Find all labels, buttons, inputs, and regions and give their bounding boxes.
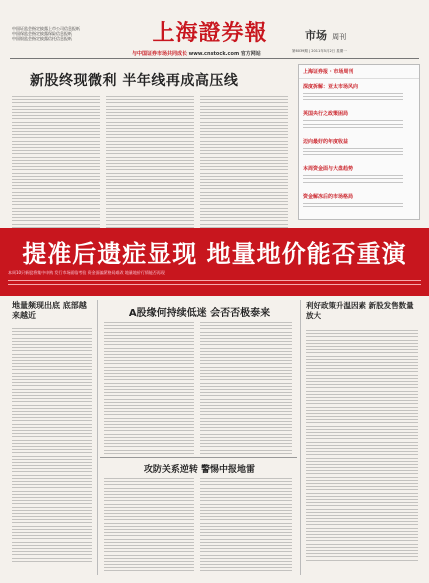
column-rule: [300, 300, 301, 575]
article-column: [106, 96, 194, 233]
panel-item[interactable]: [303, 110, 415, 127]
certification-list: [12, 26, 122, 41]
panel-item-title: 深度拆解：亚太市场风向: [303, 84, 359, 90]
banner: [0, 228, 429, 296]
main-headline: [30, 70, 280, 90]
headline-text: A股缘何持续低迷 会否否极泰来: [128, 308, 271, 319]
article-column: [306, 330, 418, 563]
panel-item-title: 迈向最好的年度收益: [303, 138, 349, 145]
article-column: [12, 328, 92, 564]
panel-item-title: 资金解冻后的市场格局: [303, 193, 354, 200]
section-title: 市场: [305, 29, 327, 42]
section-subtitle: 周刊: [332, 33, 347, 41]
panel-item[interactable]: [303, 138, 415, 155]
headline-text: 攻防关系逆转 警惕中报地雷: [143, 465, 256, 475]
bottom-headline: [102, 462, 297, 475]
cert-line: 中国保监会指定披露保险信息报纸: [12, 31, 72, 36]
panel-item[interactable]: [303, 193, 415, 207]
article-column: [200, 96, 288, 233]
cert-line: 中国证监会指定披露上市公司信息报纸: [12, 26, 80, 31]
article-column: [200, 478, 292, 574]
masthead-tagline: [132, 51, 282, 57]
panel-item-title: 英国央行之政策困局: [303, 111, 349, 118]
right-lower-headline: [306, 301, 418, 321]
panel-title: 上海证券报 · 市场周刊: [299, 65, 419, 79]
article-column: [104, 322, 194, 456]
issue-info: 第6039期 | 2011年5月2日 星期一: [292, 49, 347, 53]
article-column: [12, 96, 100, 233]
headline-text: 地量频现出底 底部越来越近: [12, 301, 87, 320]
center-headline: [102, 304, 297, 319]
panel-item[interactable]: [303, 83, 415, 100]
panel-item-title: 本周资金面与大盘趋势: [303, 166, 354, 173]
website-text[interactable]: www.cnstock.com: [188, 51, 240, 57]
section-divider: [100, 457, 297, 458]
masthead-logo: [150, 20, 270, 48]
article-column: [200, 322, 292, 456]
logo-text: 上海證券報: [152, 20, 268, 46]
article-column: [104, 478, 194, 574]
cert-line: 中国银监会指定披露信托信息报纸: [12, 36, 72, 41]
index-panel: [298, 64, 420, 220]
lower-left-headline: [12, 301, 92, 321]
panel-item[interactable]: [303, 165, 415, 182]
masthead-divider: [10, 58, 419, 59]
section-header: [305, 24, 415, 48]
headline-text: 利好政策升温因素 新股发售数量放大: [306, 301, 414, 320]
panel-list: [299, 79, 419, 213]
slogan-text: 与中国证券市场共同成长: [132, 51, 188, 57]
column-rule: [97, 300, 98, 575]
headline-text: 新股终现微利 半年线再成高压线: [30, 73, 239, 89]
banner-headline: 提准后遗症显现 地量地价能否重演: [22, 240, 407, 268]
website-suffix: 官方网站: [240, 51, 261, 57]
banner-subline: 本周10只新股将集中申购 发行市场面临考验 资金面偏紧格局难改 地量地价行情能否再现: [8, 270, 165, 275]
